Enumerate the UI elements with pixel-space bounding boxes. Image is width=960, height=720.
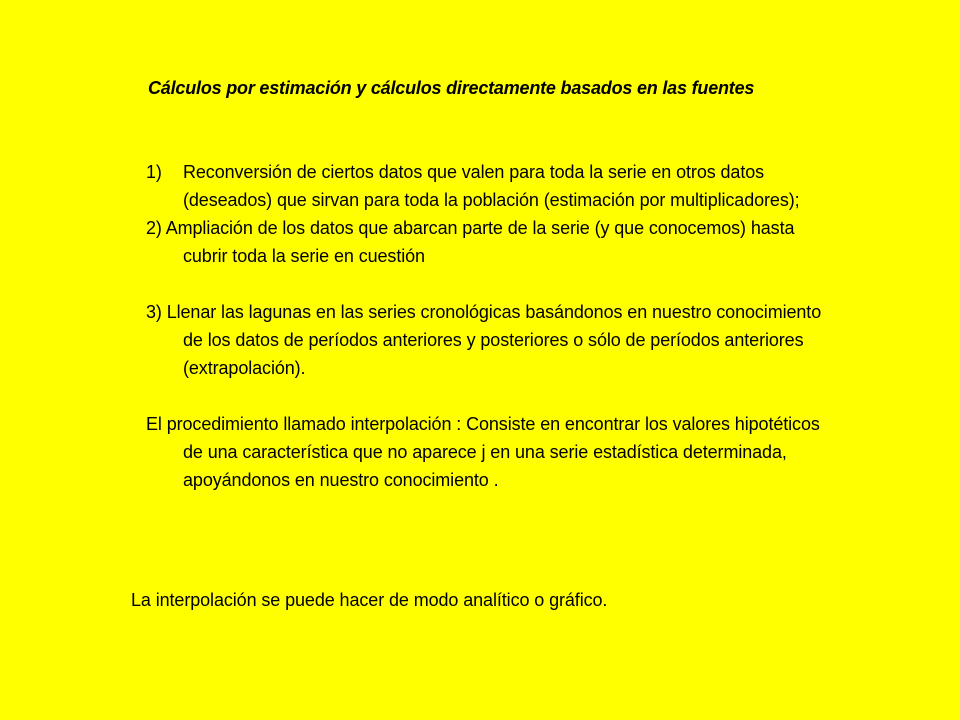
slide-body — [146, 158, 826, 494]
list-item-3-text: 3) Llenar las lagunas en las series cronológicas basándonos en nuestro conocimiento de los datos de períodos anteriores y posteriores o sólo de períodos anteriores (extrapolación). — [146, 302, 822, 378]
spacer — [146, 382, 826, 410]
list-item-3 — [146, 298, 826, 382]
paragraph-interpolation-text: El procedimiento llamado interpolación : Consiste en encontrar los valores hipotéticos de una característica que no aparece j en una serie estadística determinada, apoyándonos en nuestro conocimiento . — [146, 414, 820, 490]
list-item-1-number: 1) — [146, 162, 162, 182]
paragraph-interpolation — [146, 410, 826, 494]
list-item-1-text: Reconversión de ciertos datos que valen para toda la serie en otros datos (deseados) que sirvan para toda la población (estimación por multiplicadores); — [183, 162, 800, 210]
spacer — [146, 270, 826, 298]
list-item-2 — [146, 214, 826, 270]
list-item-1 — [146, 158, 826, 214]
slide-title: Cálculos por estimación y cálculos directamente basados en las fuentes — [148, 78, 755, 98]
slide-footer-text: La interpolación se puede hacer de modo analítico o gráfico. — [131, 590, 608, 610]
list-item-2-text: 2) Ampliación de los datos que abarcan parte de la serie (y que conocemos) hasta cubrir toda la serie en cuestión — [146, 218, 795, 266]
